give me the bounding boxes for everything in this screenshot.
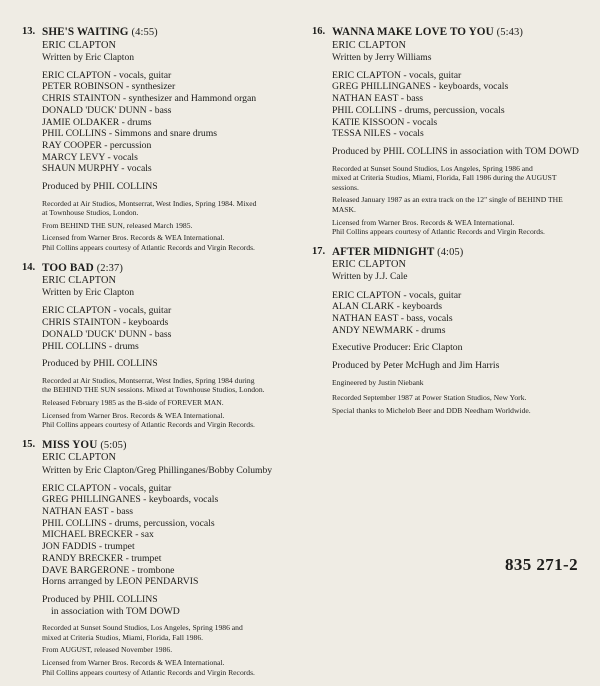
production-credit (332, 342, 584, 354)
track-duration: (5:05) (100, 439, 127, 451)
note-line: Phil Collins appears courtesy of Atlantic Records and Virgin Records. (42, 243, 255, 253)
recording-notes (42, 199, 294, 253)
track-credits (332, 70, 584, 140)
credit-line: DONALD 'DUCK' DUNN - bass (42, 328, 172, 340)
track-writer: Written by Eric Clapton (42, 287, 135, 299)
note-line: Recorded September 1987 at Power Station Studios, New York. (332, 393, 527, 403)
credit-line: GREG PHILLINGANES - keyboards, vocals (332, 81, 509, 93)
recording-notes (42, 623, 294, 677)
executive-producer-line: Executive Producer: Eric Clapton (332, 342, 463, 354)
credit-line: ERIC CLAPTON - vocals, guitar (332, 69, 462, 81)
note-line: Licensed from Warner Bros. Records & WEA International. (332, 217, 515, 227)
production-credit (332, 146, 584, 158)
track-title-line (332, 26, 584, 40)
track-writer: Written by Eric Clapton (42, 51, 135, 63)
note-line: Licensed from Warner Bros. Records & WEA International. (42, 657, 225, 667)
credit-line: ANDY NEWMARK - drums (332, 324, 446, 336)
credit-line: MARCY LEVY - vocals (42, 151, 138, 163)
track-entry (22, 439, 294, 677)
track-title: WANNA MAKE LOVE TO YOU (332, 26, 494, 38)
recording-notes (332, 164, 584, 237)
note-line: mixed at Criteria Studios, Miami, Florida, Fall 1986 during the AUGUST sessions. (332, 173, 557, 192)
recording-notes (42, 376, 294, 430)
production-line: Produced by Peter McHugh and Jim Harris (332, 359, 500, 371)
credit-line: NATHAN EAST - bass (42, 506, 134, 518)
credit-line: DONALD 'DUCK' DUNN - bass (42, 104, 172, 116)
two-column-layout (22, 26, 580, 686)
note-line: Special thanks to Michelob Beer and DDB Needham Worldwide. (332, 405, 531, 415)
credit-line: SHAUN MURPHY - vocals (42, 163, 152, 175)
production-credit (42, 594, 294, 617)
note-line: Recorded at Air Studios, Montserrat, West Indies, Spring 1984 during (42, 375, 255, 385)
track-entry (312, 246, 584, 416)
left-column (22, 26, 294, 686)
track-body (332, 26, 584, 237)
track-duration: (4:05) (437, 246, 464, 258)
track-body (332, 246, 584, 416)
track-artist: ERIC CLAPTON (332, 39, 406, 51)
track-credits (332, 290, 584, 337)
track-credits (42, 70, 294, 175)
note-line: From AUGUST, released November 1986. (42, 645, 173, 655)
track-credits (42, 483, 294, 588)
note-line: Released January 1987 as an extra track on the 12" single of BEHIND THE MASK. (332, 195, 563, 214)
production-line: in association with TOM DOWD (51, 605, 180, 617)
note-line: Recorded at Air Studios, Montserrat, West Indies, Spring 1984. Mixed (42, 198, 257, 208)
track-title-line (42, 26, 294, 40)
track-title: TOO BAD (42, 261, 94, 274)
track-duration: (4:55) (131, 27, 158, 38)
credit-line: RAY COOPER - percussion (42, 140, 152, 151)
track-title: AFTER MIDNIGHT (332, 245, 435, 258)
track-artist: ERIC CLAPTON (42, 275, 116, 287)
track-writer: Written by Eric Clapton/Greg Phillinganes/Bobby Columby (42, 464, 273, 476)
note-line: Phil Collins appears courtesy of Atlantic Records and Virgin Records. (42, 420, 255, 430)
catalog-number: 835 271-2 (504, 555, 578, 574)
track-body (42, 26, 294, 253)
track-title: SHE'S WAITING (42, 26, 129, 38)
note-line: Phil Collins appears courtesy of Atlantic Records and Virgin Records. (42, 667, 255, 677)
track-artist: ERIC CLAPTON (42, 452, 116, 464)
track-writer: Written by J.J. Cale (332, 271, 408, 283)
credit-line: DAVE BARGERONE - trombone (42, 564, 175, 576)
credit-line: PHIL COLLINS - Simmons and snare drums (42, 128, 218, 140)
credit-line: ALAN CLARK - keyboards (332, 301, 443, 313)
credit-line: Horns arranged by LEON PENDARVIS (42, 576, 199, 588)
track-title: MISS YOU (42, 438, 98, 451)
production-line: Produced by PHIL COLLINS (42, 358, 158, 370)
note-line: the BEHIND THE SUN sessions. Mixed at Townhouse Studios, London. (42, 385, 265, 395)
credit-line: JAMIE OLDAKER - drums (42, 116, 152, 128)
credit-line: PHIL COLLINS - drums, percussion, vocals (42, 517, 215, 529)
note-line: at Townhouse Studios, London. (42, 208, 139, 218)
track-artist: ERIC CLAPTON (42, 39, 116, 51)
note-line: mixed at Criteria Studios, Miami, Florida, Fall 1986. (42, 632, 204, 642)
production-line: Produced by PHIL COLLINS in association with TOM DOWD (332, 146, 579, 157)
credit-line: ERIC CLAPTON - vocals, guitar (42, 69, 172, 81)
track-title-line (42, 439, 294, 453)
track-body (42, 262, 294, 430)
track-body (42, 439, 294, 677)
track-number: 15. (22, 438, 36, 450)
credit-line: RANDY BRECKER - trumpet (42, 552, 162, 564)
note-line: Recorded at Sunset Sound Studios, Los Angeles, Spring 1986 and (42, 623, 243, 633)
credit-line: ERIC CLAPTON - vocals, guitar (42, 305, 172, 317)
track-title-line (42, 262, 294, 276)
credit-line: NATHAN EAST - bass, vocals (332, 312, 453, 324)
production-line: Produced by PHIL COLLINS (42, 181, 158, 193)
credit-line: CHRIS STAINTON - keyboards (42, 317, 169, 329)
production-credit (42, 358, 294, 370)
credit-line: GREG PHILLINGANES - keyboards, vocals (42, 494, 219, 506)
production-credit (42, 181, 294, 193)
credit-line: ERIC CLAPTON - vocals, guitar (332, 289, 462, 301)
track-number: 14. (22, 261, 36, 273)
track-artist: ERIC CLAPTON (332, 259, 406, 271)
note-line: From BEHIND THE SUN, released March 1985. (42, 220, 193, 230)
track-title-line (332, 246, 584, 260)
note-line: Released February 1985 as the B-side of FOREVER MAN. (42, 398, 224, 408)
track-duration: (5:43) (496, 27, 523, 38)
credit-line: PHIL COLLINS - drums (42, 340, 139, 352)
note-line: Phil Collins appears courtesy of Atlantic Records and Virgin Records. (332, 227, 545, 237)
credit-line: MICHAEL BRECKER - sax (42, 529, 154, 541)
note-line: Licensed from Warner Bros. Records & WEA International. (42, 410, 225, 420)
track-credits (42, 305, 294, 352)
recording-notes (332, 393, 584, 415)
credit-line: NATHAN EAST - bass (332, 93, 424, 105)
credit-line: PHIL COLLINS - drums, percussion, vocals (332, 104, 505, 116)
engineer-line: Engineered by Justin Niebank (332, 377, 424, 387)
production-line: Produced by PHIL COLLINS (42, 593, 158, 605)
credit-line: CHRIS STAINTON - synthesizer and Hammond organ (42, 93, 257, 105)
track-duration: (2:37) (96, 262, 123, 274)
credit-line: PETER ROBINSON - synthesizer (42, 81, 176, 93)
production-credit (332, 360, 584, 372)
track-entry (22, 26, 294, 253)
credit-line: ERIC CLAPTON - vocals, guitar (42, 482, 172, 494)
credit-line: KATIE KISSOON - vocals (332, 116, 438, 128)
track-entry (312, 26, 584, 237)
credit-line: TESSA NILES - vocals (332, 128, 424, 140)
track-entry (22, 262, 294, 430)
note-line: Licensed from Warner Bros. Records & WEA International. (42, 233, 225, 243)
track-writer: Written by Jerry Williams (332, 51, 432, 63)
track-number: 16. (312, 26, 326, 37)
note-line: Recorded at Sunset Sound Studios, Los Angeles, Spring 1986 and (332, 163, 533, 173)
credit-line: JON FADDIS - trumpet (42, 541, 135, 553)
engineer-credit (332, 378, 584, 388)
track-number: 17. (312, 245, 326, 257)
right-column (312, 26, 584, 424)
track-number: 13. (22, 26, 36, 37)
